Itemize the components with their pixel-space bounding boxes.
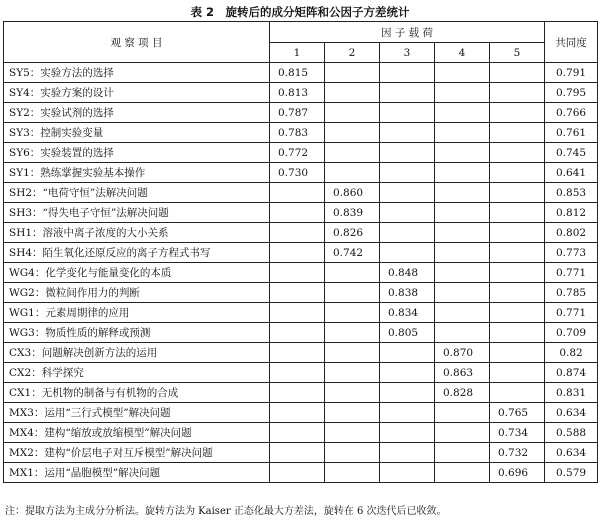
loading-cell-factor-4	[435, 203, 490, 223]
observation-item: CX3：问题解决创新方法的运用	[4, 343, 270, 363]
loading-cell-factor-3	[380, 383, 435, 403]
loading-cell-factor-1	[270, 383, 325, 403]
loading-cell-factor-4	[435, 103, 490, 123]
loading-cell-factor-5	[490, 383, 545, 403]
table-row	[4, 203, 598, 223]
loading-cell-factor-4	[435, 143, 490, 163]
loading-cell-factor-4	[435, 183, 490, 203]
loading-cell-factor-5	[490, 103, 545, 123]
table-note: 注：提取方法为主成分分析法。旋转方法为 Kaiser 正态化最大方差法，旋转在 6 次迭代后已收敛。	[5, 506, 447, 517]
loading-cell-factor-2	[325, 423, 380, 443]
loading-cell-factor-5	[490, 63, 545, 83]
observation-item: SH1：溶液中离子浓度的大小关系	[4, 223, 270, 243]
observation-item: MX4：建构“缩放或放缩模型”解决问题	[4, 423, 270, 443]
loading-cell-factor-3	[380, 423, 435, 443]
loading-cell-factor-3: 0.805	[380, 323, 435, 343]
loading-cell-factor-5: 0.734	[490, 423, 545, 443]
observation-item: SY3：控制实验变量	[4, 123, 270, 143]
observation-item: SY4：实验方案的设计	[4, 83, 270, 103]
communality-cell: 0.831	[545, 383, 598, 403]
table-row	[4, 363, 598, 383]
header-factor-3: 3	[380, 43, 435, 63]
header-communality: 共同度	[545, 22, 598, 63]
communality-cell: 0.785	[545, 283, 598, 303]
loading-cell-factor-3	[380, 63, 435, 83]
loading-cell-factor-1: 0.783	[270, 123, 325, 143]
loading-cell-factor-2	[325, 103, 380, 123]
factor-loading-table	[3, 21, 598, 483]
table-row	[4, 283, 598, 303]
loading-cell-factor-4	[435, 243, 490, 263]
loading-cell-factor-5	[490, 143, 545, 163]
loading-cell-factor-5: 0.765	[490, 403, 545, 423]
table-row	[4, 303, 598, 323]
observation-item: SY5：实验方法的选择	[4, 63, 270, 83]
table-row	[4, 243, 598, 263]
table-row	[4, 423, 598, 443]
communality-cell: 0.709	[545, 323, 598, 343]
communality-cell: 0.761	[545, 123, 598, 143]
loading-cell-factor-4	[435, 63, 490, 83]
loading-cell-factor-2	[325, 263, 380, 283]
loading-cell-factor-1	[270, 443, 325, 463]
observation-item: SH4：陌生氧化还原反应的离子方程式书写	[4, 243, 270, 263]
loading-cell-factor-4	[435, 423, 490, 443]
loading-cell-factor-2	[325, 443, 380, 463]
observation-item: SH3：“得失电子守恒”法解决问题	[4, 203, 270, 223]
loading-cell-factor-5	[490, 203, 545, 223]
loading-cell-factor-4	[435, 303, 490, 323]
loading-cell-factor-2	[325, 303, 380, 323]
loading-cell-factor-1	[270, 243, 325, 263]
loading-cell-factor-1	[270, 403, 325, 423]
loading-cell-factor-2	[325, 83, 380, 103]
observation-item: CX2：科学探究	[4, 363, 270, 383]
loading-cell-factor-5	[490, 263, 545, 283]
observation-item: WG2：微粒间作用力的判断	[4, 283, 270, 303]
table-caption: 表 2 旋转后的成分矩阵和公因子方差统计	[190, 5, 410, 19]
loading-cell-factor-4	[435, 283, 490, 303]
table-row	[4, 323, 598, 343]
loading-cell-factor-4	[435, 223, 490, 243]
loading-cell-factor-2: 0.742	[325, 243, 380, 263]
table-row	[4, 343, 598, 363]
loading-cell-factor-5	[490, 83, 545, 103]
loading-cell-factor-2	[325, 463, 380, 483]
communality-cell: 0.771	[545, 303, 598, 323]
loading-cell-factor-4	[435, 263, 490, 283]
observation-item: MX2：建构“价层电子对互斥模型”解决问题	[4, 443, 270, 463]
loading-cell-factor-1	[270, 463, 325, 483]
loading-cell-factor-5	[490, 183, 545, 203]
communality-cell: 0.82	[545, 343, 598, 363]
observation-item: SY1：熟练掌握实验基本操作	[4, 163, 270, 183]
loading-cell-factor-3	[380, 363, 435, 383]
table-row	[4, 163, 598, 183]
loading-cell-factor-4	[435, 323, 490, 343]
table-row	[4, 443, 598, 463]
loading-cell-factor-4	[435, 443, 490, 463]
communality-cell: 0.634	[545, 403, 598, 423]
loading-cell-factor-1: 0.772	[270, 143, 325, 163]
loading-cell-factor-3	[380, 163, 435, 183]
loading-cell-factor-1	[270, 303, 325, 323]
communality-cell: 0.641	[545, 163, 598, 183]
loading-cell-factor-3	[380, 203, 435, 223]
loading-cell-factor-5: 0.696	[490, 463, 545, 483]
header-loadings: 因 子 载 荷	[270, 22, 545, 43]
loading-cell-factor-1	[270, 363, 325, 383]
loading-cell-factor-1	[270, 203, 325, 223]
loading-cell-factor-1	[270, 263, 325, 283]
communality-cell: 0.874	[545, 363, 598, 383]
loading-cell-factor-3	[380, 183, 435, 203]
observation-item: SY6：实验装置的选择	[4, 143, 270, 163]
loading-cell-factor-5	[490, 283, 545, 303]
observation-item: CX1：无机物的制备与有机物的合成	[4, 383, 270, 403]
loading-cell-factor-2	[325, 403, 380, 423]
loading-cell-factor-1	[270, 343, 325, 363]
loading-cell-factor-2	[325, 383, 380, 403]
communality-cell: 0.766	[545, 103, 598, 123]
loading-cell-factor-1: 0.813	[270, 83, 325, 103]
loading-cell-factor-5	[490, 343, 545, 363]
loading-cell-factor-2: 0.826	[325, 223, 380, 243]
table-row	[4, 463, 598, 483]
communality-cell: 0.579	[545, 463, 598, 483]
observation-item: SH2：“电荷守恒”法解决问题	[4, 183, 270, 203]
observation-item: WG4：化学变化与能量变化的本质	[4, 263, 270, 283]
communality-cell: 0.634	[545, 443, 598, 463]
loading-cell-factor-2	[325, 343, 380, 363]
loading-cell-factor-3	[380, 403, 435, 423]
loading-cell-factor-5	[490, 363, 545, 383]
loading-cell-factor-5	[490, 243, 545, 263]
communality-cell: 0.791	[545, 63, 598, 83]
communality-cell: 0.812	[545, 203, 598, 223]
communality-cell: 0.745	[545, 143, 598, 163]
table-row	[4, 263, 598, 283]
table-row	[4, 183, 598, 203]
loading-cell-factor-4	[435, 83, 490, 103]
loading-cell-factor-4	[435, 463, 490, 483]
communality-cell: 0.773	[545, 243, 598, 263]
loading-cell-factor-3	[380, 83, 435, 103]
loading-cell-factor-5	[490, 163, 545, 183]
communality-cell: 0.802	[545, 223, 598, 243]
loading-cell-factor-2	[325, 323, 380, 343]
communality-cell: 0.588	[545, 423, 598, 443]
table-row	[4, 223, 598, 243]
loading-cell-factor-4	[435, 123, 490, 143]
loading-cell-factor-3: 0.834	[380, 303, 435, 323]
loading-cell-factor-2	[325, 363, 380, 383]
table-row	[4, 123, 598, 143]
communality-cell: 0.853	[545, 183, 598, 203]
loading-cell-factor-1	[270, 323, 325, 343]
loading-cell-factor-5	[490, 303, 545, 323]
table-row	[4, 143, 598, 163]
loading-cell-factor-5	[490, 123, 545, 143]
header-factor-2: 2	[325, 43, 380, 63]
table-row	[4, 403, 598, 423]
header-factor-4: 4	[435, 43, 490, 63]
loading-cell-factor-3	[380, 223, 435, 243]
loading-cell-factor-2	[325, 143, 380, 163]
header-factor-5: 5	[490, 43, 545, 63]
observation-item: MX3：运用“三行式模型”解决问题	[4, 403, 270, 423]
loading-cell-factor-1: 0.730	[270, 163, 325, 183]
header-item: 观 察 项 目	[4, 22, 270, 63]
loading-cell-factor-1: 0.787	[270, 103, 325, 123]
loading-cell-factor-5	[490, 323, 545, 343]
table-body	[4, 63, 598, 483]
loading-cell-factor-3	[380, 143, 435, 163]
table-row	[4, 63, 598, 83]
loading-cell-factor-3	[380, 103, 435, 123]
loading-cell-factor-4	[435, 163, 490, 183]
loading-cell-factor-4	[435, 403, 490, 423]
loading-cell-factor-2	[325, 123, 380, 143]
loading-cell-factor-1	[270, 223, 325, 243]
loading-cell-factor-2	[325, 283, 380, 303]
loading-cell-factor-4: 0.863	[435, 363, 490, 383]
loading-cell-factor-1	[270, 183, 325, 203]
observation-item: SY2：实验试剂的选择	[4, 103, 270, 123]
table-row	[4, 83, 598, 103]
table-row	[4, 103, 598, 123]
communality-cell: 0.771	[545, 263, 598, 283]
loading-cell-factor-1	[270, 423, 325, 443]
table-row	[4, 383, 598, 403]
loading-cell-factor-1: 0.815	[270, 63, 325, 83]
loading-cell-factor-3	[380, 343, 435, 363]
loading-cell-factor-2	[325, 63, 380, 83]
loading-cell-factor-3: 0.838	[380, 283, 435, 303]
header-factor-1: 1	[270, 43, 325, 63]
loading-cell-factor-5: 0.732	[490, 443, 545, 463]
observation-item: WG3：物质性质的解释或预测	[4, 323, 270, 343]
loading-cell-factor-3	[380, 123, 435, 143]
loading-cell-factor-3	[380, 243, 435, 263]
loading-cell-factor-2	[325, 163, 380, 183]
loading-cell-factor-2: 0.839	[325, 203, 380, 223]
loading-cell-factor-3: 0.848	[380, 263, 435, 283]
observation-item: WG1：元素周期律的应用	[4, 303, 270, 323]
loading-cell-factor-3	[380, 443, 435, 463]
loading-cell-factor-3	[380, 463, 435, 483]
communality-cell: 0.795	[545, 83, 598, 103]
loading-cell-factor-2: 0.860	[325, 183, 380, 203]
loading-cell-factor-4: 0.870	[435, 343, 490, 363]
loading-cell-factor-1	[270, 283, 325, 303]
loading-cell-factor-5	[490, 223, 545, 243]
observation-item: MX1：运用“晶胞模型”解决问题	[4, 463, 270, 483]
loading-cell-factor-4: 0.828	[435, 383, 490, 403]
